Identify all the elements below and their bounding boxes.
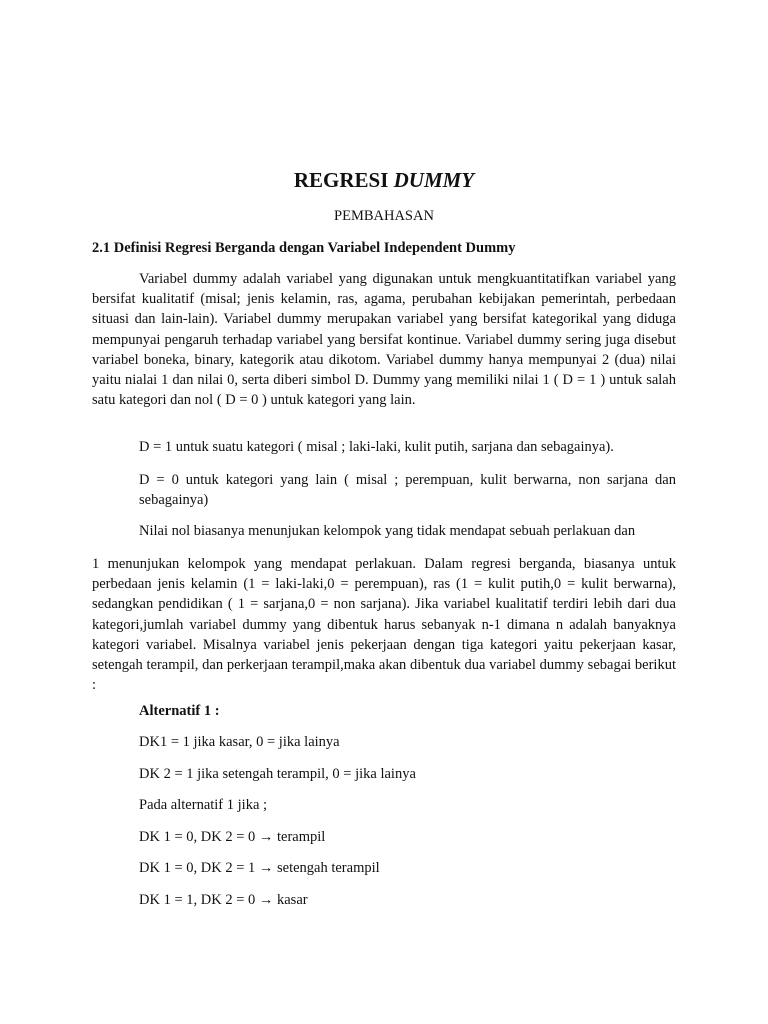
alternatif-heading: Alternatif 1 : [139,703,220,719]
dummy-value-zero: D = 0 untuk kategori yang lain ( misal ; perempuan, kulit berwarna, non sarjana dan sebagainya) [139,472,676,509]
case-kasar: DK 1 = 1, DK 2 = 0 → kasar [139,892,308,908]
dk2-definition: DK 2 = 1 jika setengah terampil, 0 = jika lainya [139,766,416,782]
paragraph-definition: Variabel dummy adalah variabel yang digunakan untuk mengkuantitatifkan variabel yang bersifat kualitatif (misal; jenis kelamin, ras, agama, perubahan kebijakan pemerintah, perbedaan situasi dan lain-lain). Variabel dummy merupakan variabel yang bersifat kategorikal yang diduga mempunyai pengaruh terhadap variabel yang bersifat kontinue. Variabel dummy sering juga disebut variabel boneka, binary, kategorik atau dikotom. Variabel dummy hanya mempunyai 2 (dua) nilai yaitu nialai 1 dan nilai 0, serta diberi simbol D. Dummy yang memiliki nilai 1 ( D = 1 ) untuk salah satu kategori dan nol ( D = 0 ) untuk kategori yang lain. [92,271,676,409]
case-terampil: DK 1 = 0, DK 2 = 0 → terampil [139,829,326,845]
alternatif-intro: Pada alternatif 1 jika ; [139,797,268,813]
title-main: REGRESI [293,168,394,192]
document-subtitle: PEMBAHASAN [334,208,434,224]
paragraph-regression: 1 menunjukan kelompok yang mendapat perlakuan. Dalam regresi berganda, biasanya untuk perbedaan jenis kelamin (1 = laki-laki,0 = perempuan), ras (1 = kulit putih,0 = kulit berwarna), sedangkan pendidikan ( 1 = sarjana,0 = non sarjana). Jika variabel kualitatif terdiri lebih dari dua kategori,jumlah variabel dummy yang dibentuk harus sebanyak n-1 dimana n adalah banyaknya kategori variabel. Misalnya variabel jenis pekerjaan dengan tiga kategori yaitu pekerjaan kasar, setengah terampil, dan perkerjaan terampil,maka akan dibentuk dua variabel dummy sebagai berikut : [92,556,676,694]
section-heading: 2.1 Definisi Regresi Berganda dengan Variabel Independent Dummy [92,240,516,256]
dk1-definition: DK1 = 1 jika kasar, 0 = jika lainya [139,734,340,750]
title-italic: DUMMY [393,168,475,192]
case-setengah-terampil: DK 1 = 0, DK 2 = 1 → setengah terampil [139,860,380,876]
dummy-value-one: D = 1 untuk suatu kategori ( misal ; laki-laki, kulit putih, sarjana dan sebagainya). [139,439,614,455]
nilai-nol-line: Nilai nol biasanya menunjukan kelompok yang tidak mendapat sebuah perlakuan dan [139,523,636,539]
document-title [0,168,768,193]
